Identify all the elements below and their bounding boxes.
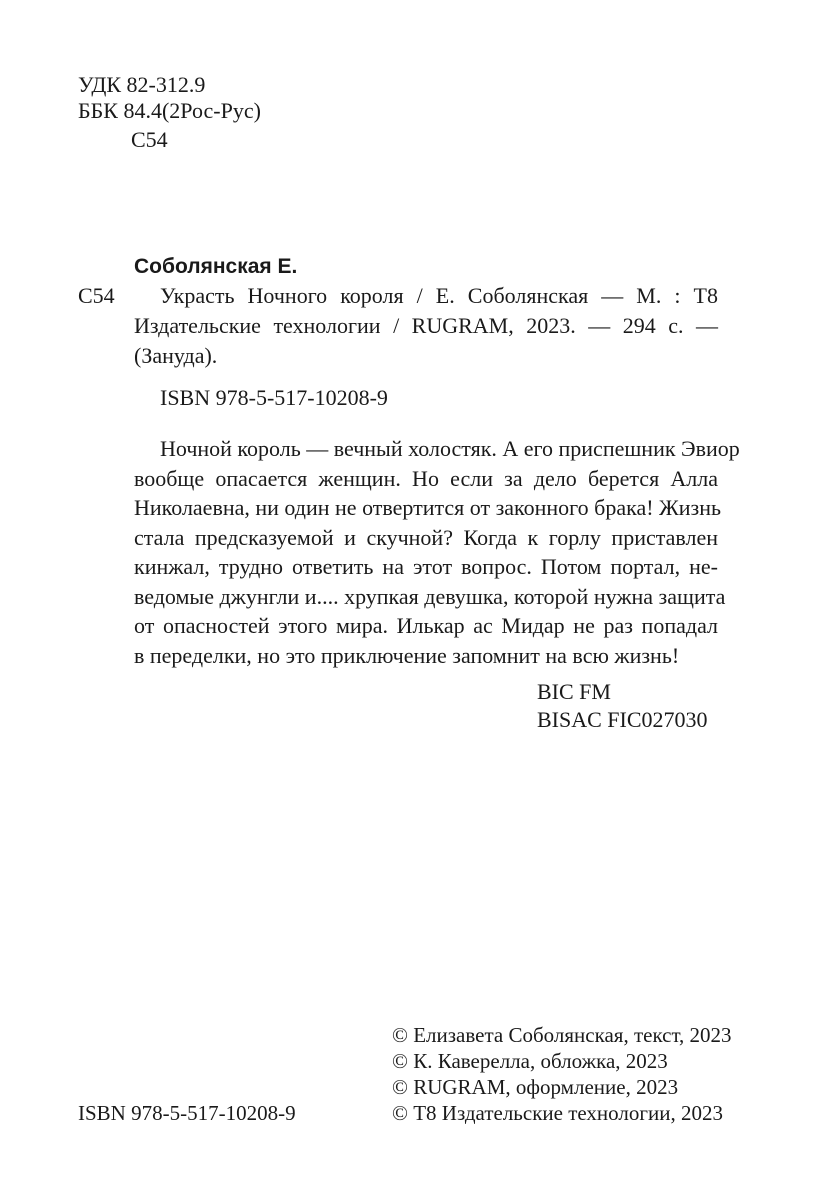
- copyright-text: © Елизавета Соболянская, текст, 2023: [392, 1023, 732, 1047]
- bibliographic-description: [134, 281, 718, 371]
- annotation-line: от опасностей этого мира. Илькар ас Мидар не раз попадал: [134, 613, 718, 638]
- annotation-line: кинжал, трудно ответить на этот вопрос. Потом портал, не-: [134, 554, 718, 579]
- annotation: [134, 434, 740, 670]
- entry-isbn: ISBN 978-5-517-10208-9: [160, 385, 388, 410]
- description-line: Издательские технологии / RUGRAM, 2023. — 294 с. —: [134, 313, 718, 338]
- bisac-code: BISAC FIC027030: [537, 707, 708, 732]
- description-line: Украсть Ночного короля / Е. Соболянская — М. : Т8: [160, 283, 718, 308]
- copyright-cover: © К. Каверелла, обложка, 2023: [392, 1049, 668, 1073]
- annotation-line: ведомые джунгли и.... хрупкая девушка, которой нужна защита: [134, 583, 726, 609]
- footer-isbn: ISBN 978-5-517-10208-9: [78, 1101, 296, 1125]
- annotation-line: Ночной король — вечный холостяк. А его приспешник Эвиор: [160, 436, 740, 461]
- author-mark: С54: [131, 127, 168, 152]
- copyright-publisher: © Т8 Издательские технологии, 2023: [392, 1101, 723, 1125]
- annotation-line: Николаевна, ни один не отвертится от законного брака! Жизнь: [134, 495, 722, 520]
- annotation-line: стала предсказуемой и скучной? Когда к горлу приставлен: [134, 524, 718, 550]
- description-line: (Зануда).: [134, 343, 218, 368]
- annotation-line: в переделки, но это приключение запомнит на всю жизнь!: [134, 642, 680, 668]
- entry-mark: С54: [78, 283, 115, 308]
- author-heading: Соболянская Е.: [134, 255, 298, 278]
- copyright-design: © RUGRAM, оформление, 2023: [392, 1075, 679, 1099]
- bic-code: BIC FM: [537, 679, 611, 704]
- annotation-line: вообще опасается женщин. Но если за дело берется Алла: [134, 465, 718, 491]
- bbk-code: ББК 84.4(2Рос-Рус): [78, 98, 261, 123]
- udk-code: УДК 82-312.9: [78, 72, 206, 97]
